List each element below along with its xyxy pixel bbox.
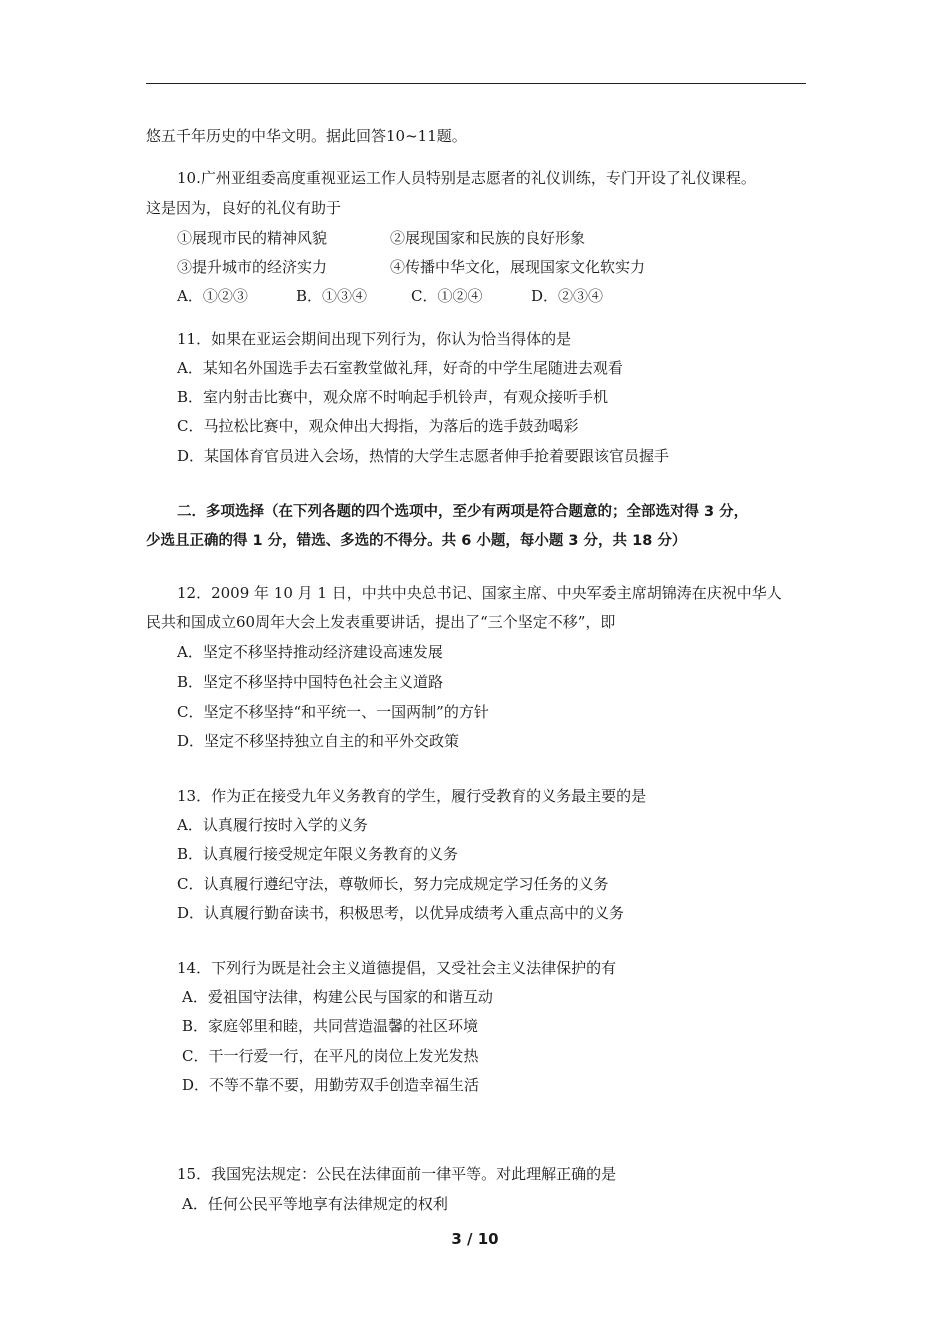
q14-option-b: B．家庭邻里和睦，共同营造温馨的社区环境 <box>182 1017 479 1035</box>
q10-stem-2: 这是因为，良好的礼仪有助于 <box>146 199 342 217</box>
q12-option-b: B．坚定不移坚持中国特色社会主义道路 <box>177 673 444 691</box>
q15-stem: 15．我国宪法规定：公民在法律面前一律平等。对此理解正确的是 <box>177 1165 617 1183</box>
q13-option-b: B．认真履行接受规定年限义务教育的义务 <box>177 845 459 863</box>
q11-option-b: B．室内射击比赛中，观众席不时响起手机铃声，有观众接听手机 <box>177 388 609 406</box>
q10-option-b: B．①③④ <box>296 287 368 305</box>
header-rule <box>146 83 806 84</box>
q10-statement-3: ③提升城市的经济实力 <box>177 258 328 276</box>
q10-statement-4: ④传播中华文化，展现国家文化软实力 <box>390 258 646 276</box>
q10-option-d: D．②③④ <box>531 287 604 305</box>
section2-heading-1: 二．多项选择（在下列各题的四个选项中，至少有两项是符合题意的；全部选对得 3 分， <box>177 504 749 520</box>
q15-option-a: A．任何公民平等地享有法律规定的权利 <box>182 1195 448 1213</box>
intro-tail: 悠五千年历史的中华文明。据此回答10~11题。 <box>146 127 467 145</box>
q10-statement-2: ②展现国家和民族的良好形象 <box>390 229 586 247</box>
q14-option-c: C．干一行爱一行，在平凡的岗位上发光发热 <box>182 1047 479 1065</box>
q14-stem: 14．下列行为既是社会主义道德提倡，又受社会主义法律保护的有 <box>177 959 617 977</box>
q10-option-a: A．①②③ <box>177 287 248 305</box>
page-number: 3 / 10 <box>451 1230 499 1248</box>
q12-option-d: D．坚定不移坚持独立自主的和平外交政策 <box>177 732 460 750</box>
q12-stem-1: 12．2009 年 10 月 1 日，中共中央总书记、国家主席、中央军委主席胡锦涛在庆祝中华人 <box>177 584 782 602</box>
q12-stem-2: 民共和国成立60周年大会上发表重要讲话，提出了“三个坚定不移”，即 <box>146 613 616 631</box>
q11-option-d: D．某国体育官员进入会场，热情的大学生志愿者伸手抢着要跟该官员握手 <box>177 447 670 465</box>
q10-statement-1: ①展现市民的精神风貌 <box>177 229 328 247</box>
q12-option-c: C．坚定不移坚持“和平统一、一国两制”的方针 <box>177 703 489 721</box>
q11-option-c: C．马拉松比赛中，观众伸出大拇指，为落后的选手鼓劲喝彩 <box>177 417 579 435</box>
q13-stem: 13．作为正在接受九年义务教育的学生，履行受教育的义务最主要的是 <box>177 787 647 805</box>
q10-option-c: C．①②④ <box>411 287 483 305</box>
section2-heading-2: 少选且正确的得 1 分，错选、多选的不得分。共 6 小题，每小题 3 分，共 18 分） <box>146 533 687 549</box>
q10-stem-1: 10.广州亚组委高度重视亚运工作人员特别是志愿者的礼仪训练，专门开设了礼仪课程。 <box>177 169 756 187</box>
q13-option-a: A．认真履行按时入学的义务 <box>177 816 368 834</box>
q14-option-a: A．爱祖国守法律，构建公民与国家的和谐互动 <box>182 988 493 1006</box>
q11-option-a: A．某知名外国选手去石室教堂做礼拜，好奇的中学生尾随进去观看 <box>177 359 623 377</box>
q11-stem: 11．如果在亚运会期间出现下列行为，你认为恰当得体的是 <box>177 330 572 348</box>
q12-option-a: A．坚定不移坚持推动经济建设高速发展 <box>177 643 443 661</box>
q14-option-d: D．不等不靠不要，用勤劳双手创造幸福生活 <box>182 1076 480 1094</box>
q13-option-d: D．认真履行勤奋读书，积极思考，以优异成绩考入重点高中的义务 <box>177 904 625 922</box>
q13-option-c: C．认真履行遵纪守法，尊敬师长，努力完成规定学习任务的义务 <box>177 875 609 893</box>
